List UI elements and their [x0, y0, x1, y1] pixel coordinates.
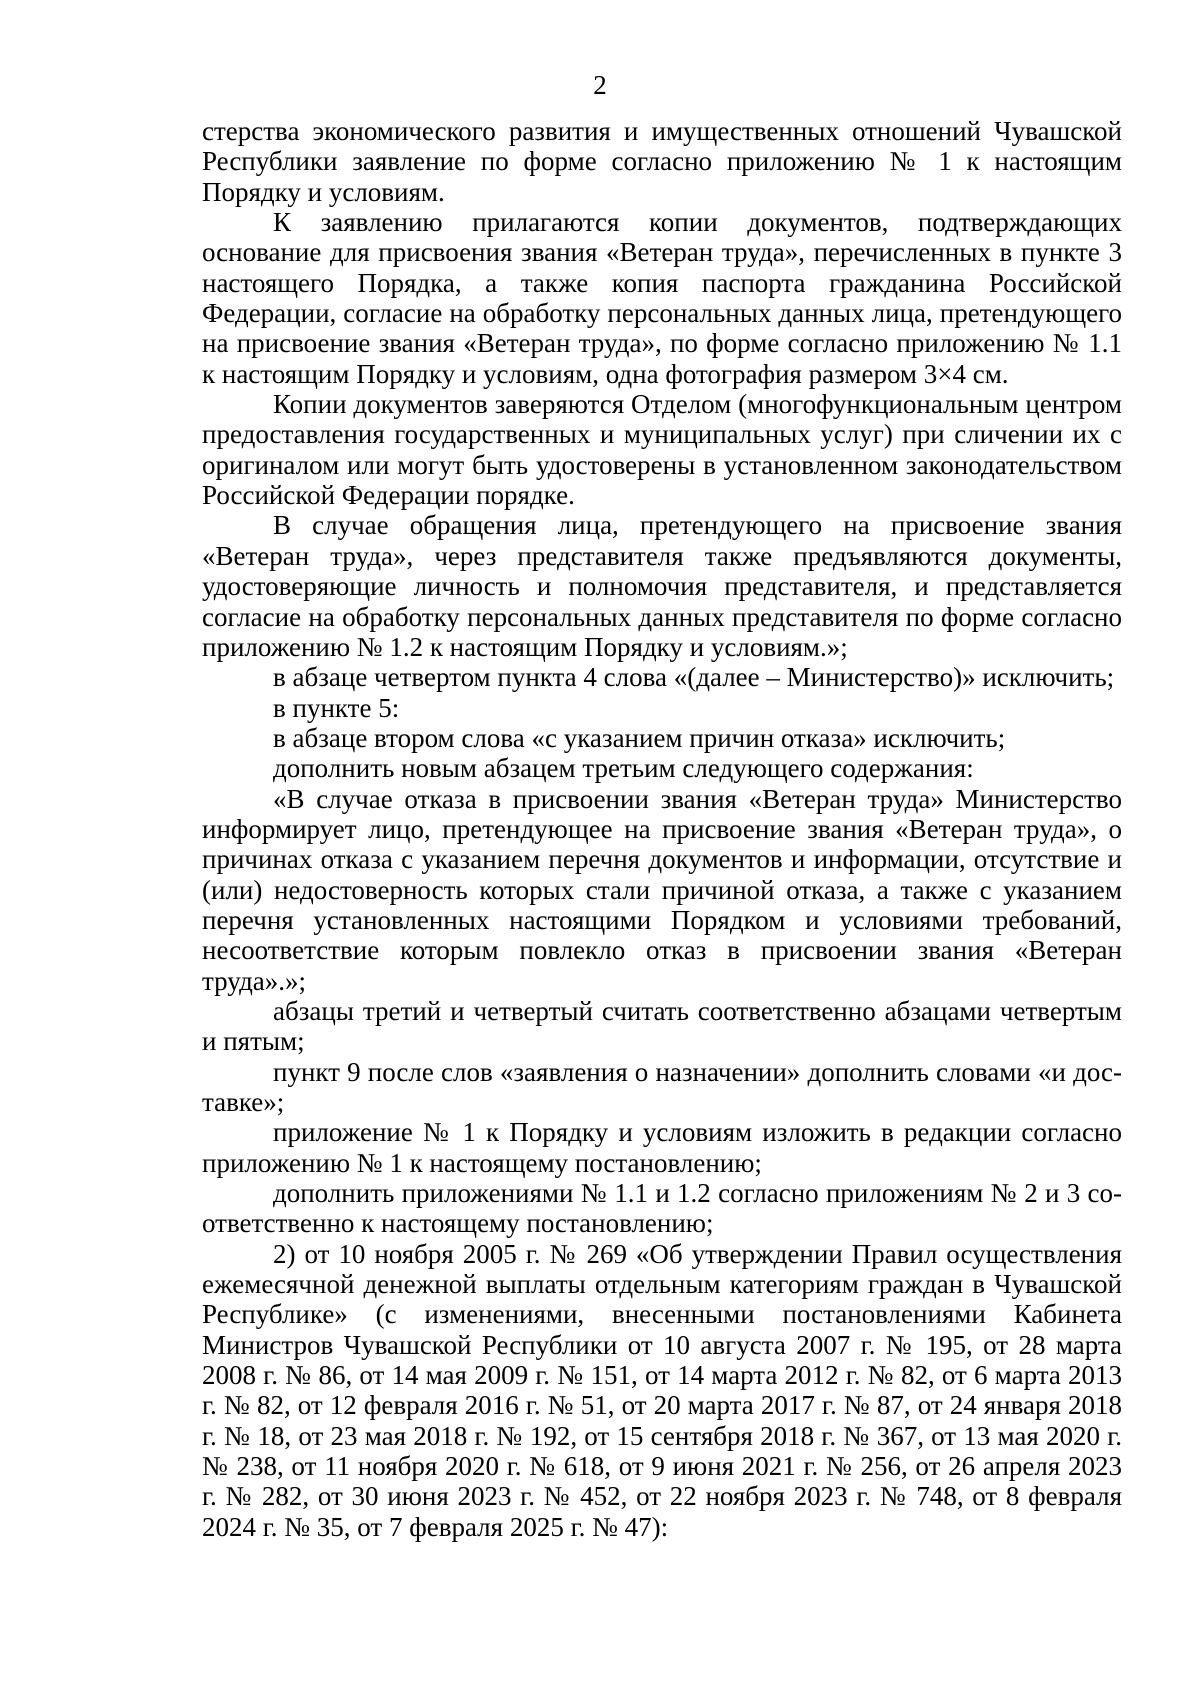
paragraph-6: в пункте 5:: [273, 692, 400, 723]
paragraph-9: «В случае отказа в присвоении звания «Ветеран труда» Министерство информирует лицо, претендующее на присвоение звания «Ветеран труда», о причинах отказа с указанием перечня документов и информации, отсутствие и (или) недостоверность которых стали причиной отказа, а также с указанием перечня установленных настоящими Порядком и условиями требований, несоответствие которым повлекло отказ в присвоении звания «Ветеран труда».»;: [202, 783, 1122, 996]
paragraph-3: Копии документов заверяются Отделом (многофункциональным центром предоставления государственных и муниципальных услуг) при сличении их с оригиналом или могут быть удостоверены в установленном законодательством Российской Федерации порядке.: [202, 389, 1122, 511]
paragraph-5: в абзаце четвертом пункта 4 слова «(далее – Министерство)» исключить;: [273, 662, 1115, 693]
paragraph-11: пункт 9 после слов «заявления о назначении» дополнить словами «и доставке»;: [202, 1056, 1122, 1117]
paragraph-4: В случае обращения лица, претендующего на присвоение звания «Ветеран труда», через представителя также предъявляются документы, удостоверяющие личность и полномочия представителя, и представляется согласие на обработку персональных данных представителя по форме согласно приложению № 1.2 к настоящим Порядку и условиям.»;: [202, 510, 1122, 662]
page-number: 2: [593, 70, 607, 100]
paragraph-13: дополнить приложениями № 1.1 и 1.2 согласно приложениям № 2 и 3 соответственно к настоящему постановлению;: [202, 1178, 1122, 1239]
paragraph-12: приложение № 1 к Порядку и условиям изложить в редакции согласно приложению № 1 к настоящему постановлению;: [202, 1117, 1122, 1178]
paragraph-10: абзацы третий и четвертый считать соответственно абзацами четвертым и пятым;: [202, 995, 1122, 1057]
paragraph-8: дополнить новым абзацем третьим следующего содержания:: [273, 753, 974, 784]
paragraph-14: 2) от 10 ноября 2005 г. № 269 «Об утверждении Правил осуществления ежемесячной денежной выплаты отдельным категориям граждан в Чувашской Республике» (с изменениями, внесенными постановлениями Кабинета Министров Чувашской Республики от 10 августа 2007 г. № 195, от 28 марта 2008 г. № 86, от 14 мая 2009 г. № 151, от 14 марта 2012 г. № 82, от 6 марта 2013 г. № 82, от 12 февраля 2016 г. № 51, от 20 марта 2017 г. № 87, от 24 января 2018 г. № 18, от 23 мая 2018 г. № 192, от 15 сентября 2018 г. № 367, от 13 мая 2020 г. № 238, от 11 ноября 2020 г. № 618, от 9 июня 2021 г. № 256, от 26 апреля 2023 г. № 282, от 30 июня 2023 г. № 452, от 22 ноября 2023 г. № 748, от 8 февраля 2024 г. № 35, от 7 февраля 2025 г. № 47):: [202, 1238, 1122, 1542]
paragraph-2: К заявлению прилагаются копии документов, подтверждающих основание для присвоения звания «Ветеран труда», перечисленных в пункте 3 настоящего Порядка, а также копия паспорта гражданина Российской Федерации, согласие на обработку персональных данных лица, претендующего на присвоение звания «Ветеран труда», по форме согласно приложению № 1.1 к настоящим Порядку и условиям, одна фотография размером 3×4 см.: [202, 207, 1122, 389]
document-body: [202, 116, 1122, 1542]
paragraph-7: в абзаце втором слова «с указанием причин отказа» исключить;: [273, 722, 1006, 753]
paragraph-1: стерства экономического развития и имущественных отношений Чувашской Республики заявление по форме согласно приложению № 1 к настоящим Порядку и условиям.: [202, 116, 1122, 207]
